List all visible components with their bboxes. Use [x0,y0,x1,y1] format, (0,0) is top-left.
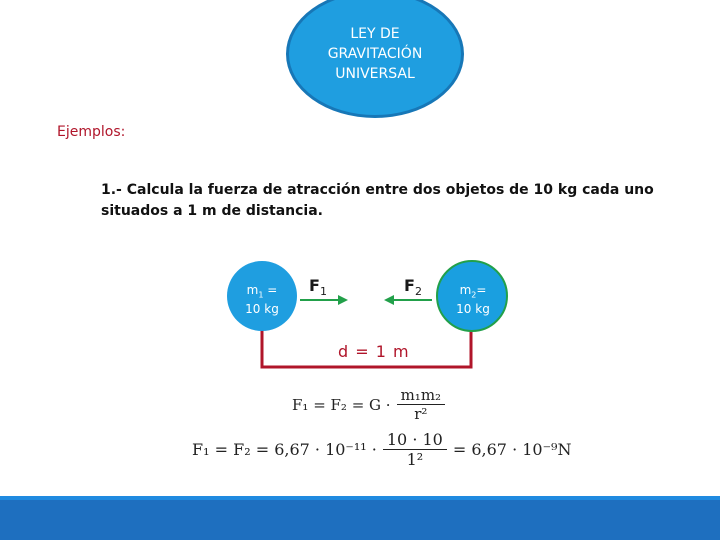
formula-general-fraction [397,386,445,423]
title-line-3: UNIVERSAL [335,66,415,82]
formula-calc-denominator: 1² [406,450,424,469]
title-line-1: LEY DE [350,26,400,42]
examples-heading: Ejemplos: [57,124,126,140]
mass2-label [446,283,500,317]
formula-calculation [192,430,571,469]
formula-calc-fraction [383,430,447,469]
mass1-eq: = [267,283,278,297]
formula-calc-lhs: F₁ = F₂ = 6,67 · 10⁻¹¹ · [192,440,377,459]
mass2-eq: = [476,283,487,297]
mass2-subscript: 2 [471,290,477,300]
mass1-label [236,283,288,317]
footer-bar [0,496,720,540]
force1-subscript: 1 [319,285,327,299]
formula-general [292,386,451,423]
formula-general-numerator: m₁m₂ [397,386,445,405]
mass2-symbol: m [459,283,472,297]
title-line-2: GRAVITACIÓN [327,46,423,62]
formula-calc-numerator: 10 · 10 [383,430,447,450]
mass1-value: 10 kg [245,302,279,317]
formula-calc-result: = 6,67 · 10⁻⁹N [452,440,572,459]
force2-arrow-head [384,295,394,305]
force2-symbol: F [404,276,415,295]
force1-symbol: F [309,276,320,295]
force1-arrow-head [338,295,348,305]
mass1-subscript: 1 [258,290,264,300]
formula-general-denominator: r² [414,405,428,423]
problem-statement: 1.- Calcula la fuerza de atracción entre dos objetos de 10 kg cada uno situados a 1 m de distancia. [101,182,654,219]
distance-label: d = 1 m [338,342,410,361]
footer-bar-inner [0,500,720,540]
mass1-symbol: m [246,283,259,297]
force2-subscript: 2 [414,285,422,299]
mass2-value: 10 kg [456,302,490,317]
formula-general-lhs: F₁ = F₂ = G · [292,395,391,414]
force2-label [404,276,422,298]
force1-label [309,276,327,298]
